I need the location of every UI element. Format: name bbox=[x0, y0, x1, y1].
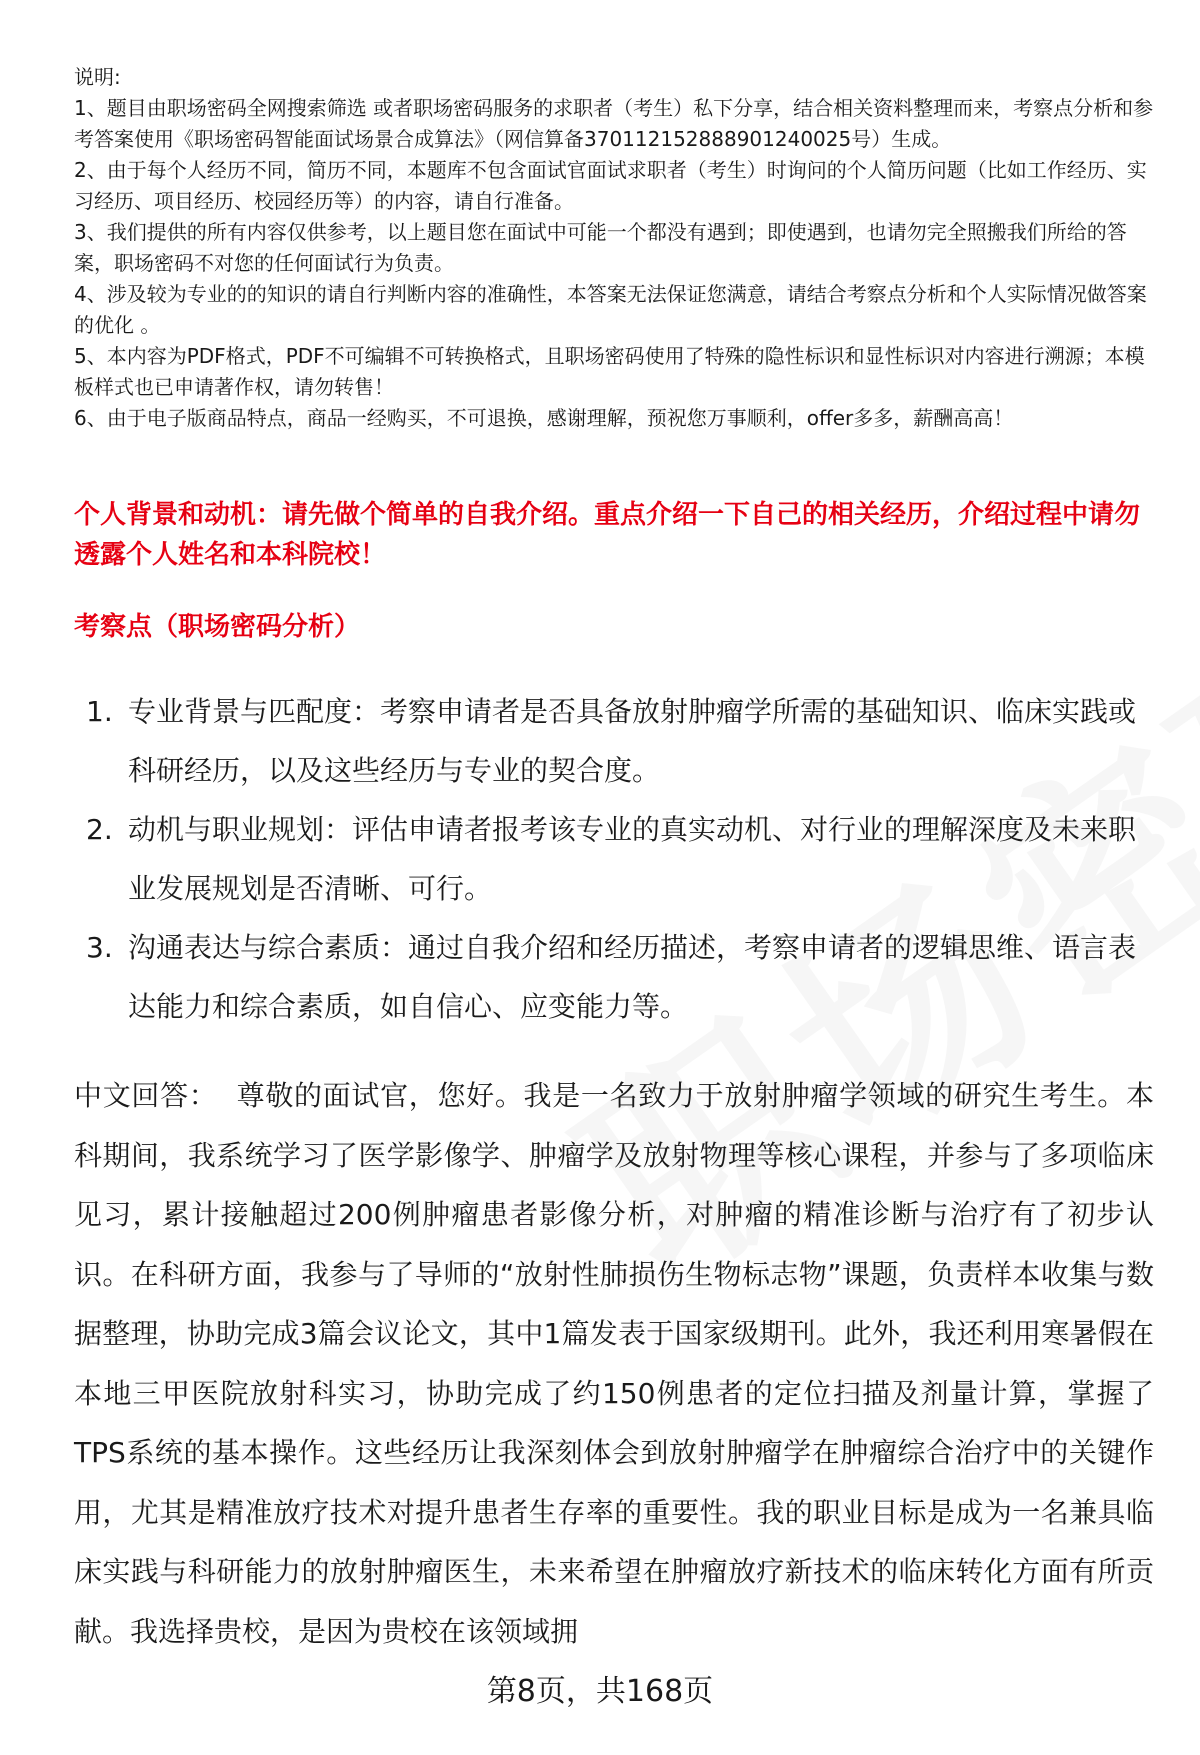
point-number: 3. bbox=[86, 931, 113, 964]
answer-label: 中文回答： bbox=[74, 1079, 218, 1112]
note-item: 3、我们提供的所有内容仅供参考，以上题目您在面试中可能一个都没有遇到；即使遇到，也请勿完全照搬我们所给的答案，职场密码不对您的任何面试行为负责。 bbox=[74, 220, 1127, 275]
point-text: 专业背景与匹配度：考察申请者是否具备放射肿瘤学所需的基础知识、临床实践或科研经历，以及这些经历与专业的契合度。 bbox=[128, 695, 1137, 787]
note-item: 1、题目由职场密码全网搜索筛选 或者职场密码服务的求职者（考生）私下分享，结合相关资料整理而来，考察点分析和参考答案使用《职场密码智能面试场景合成算法》（网信算备370112152888901240025号）生成。 bbox=[74, 96, 1154, 151]
analysis-title: 考察点（职场密码分析） bbox=[74, 612, 361, 642]
analysis-points bbox=[74, 682, 1154, 1036]
notes-section bbox=[74, 62, 1154, 434]
point-number: 2. bbox=[86, 813, 113, 846]
analysis-point bbox=[74, 682, 1154, 800]
answer-text: 尊敬的面试官，您好。我是一名致力于放射肿瘤学领域的研究生考生。本科期间，我系统学习了医学影像学、肿瘤学及放射物理等核心课程，并参与了多项临床见习，累计接触超过200例肿瘤患者影像分析，对肿瘤的精准诊断与治疗有了初步认识。在科研方面，我参与了导师的“放射性肺损伤生物标志物”课题，负责样本收集与数据整理，协助完成3篇会议论文，其中1篇发表于国家级期刊。此外，我还利用寒暑假在本地三甲医院放射科实习，协助完成了约150例患者的定位扫描及剂量计算，掌握了TPS系统的基本操作。这些经历让我深刻体会到放射肿瘤学在肿瘤综合治疗中的关键作用，尤其是精准放疗技术对提升患者生存率的重要性。我的职业目标是成为一名兼具临床实践与科研能力的放射肿瘤医生，未来希望在肿瘤放疗新技术的临床转化方面有所贡献。我选择贵校，是因为贵校在该领域拥 bbox=[74, 1079, 1154, 1648]
note-item: 5、本内容为PDF格式，PDF不可编辑不可转换格式，且职场密码使用了特殊的隐性标识和显性标识对内容进行溯源；本模板样式也已申请著作权，请勿转售！ bbox=[74, 344, 1145, 399]
note-item: 2、由于每个人经历不同，简历不同，本题库不包含面试官面试求职者（考生）时询问的个人简历问题（比如工作经历、实习经历、项目经历、校园经历等）的内容，请自行准备。 bbox=[74, 158, 1147, 213]
interview-question: 个人背景和动机：请先做个简单的自我介绍。重点介绍一下自己的相关经历，介绍过程中请勿透露个人姓名和本科院校！ bbox=[74, 500, 1141, 570]
point-text: 动机与职业规划：评估申请者报考该专业的真实动机、对行业的理解深度及未来职业发展规划是否清晰、可行。 bbox=[128, 813, 1137, 905]
point-number: 1. bbox=[86, 695, 113, 728]
page-number: 第8页，共168页 bbox=[486, 1674, 714, 1709]
analysis-point bbox=[74, 918, 1154, 1036]
notes-heading: 说明: bbox=[74, 65, 121, 89]
note-item: 4、涉及较为专业的的知识的请自行判断内容的准确性，本答案无法保证您满意，请结合考察点分析和个人实际情况做答案的优化 。 bbox=[74, 282, 1147, 337]
analysis-point bbox=[74, 800, 1154, 918]
note-item: 6、由于电子版商品特点，商品一经购买，不可退换，感谢理解，预祝您万事顺利，offer多多，薪酬高高！ bbox=[74, 406, 1014, 430]
point-text: 沟通表达与综合素质：通过自我介绍和经历描述，考察申请者的逻辑思维、语言表达能力和综合素质，如自信心、应变能力等。 bbox=[128, 931, 1137, 1023]
answer-section bbox=[74, 1066, 1154, 1661]
